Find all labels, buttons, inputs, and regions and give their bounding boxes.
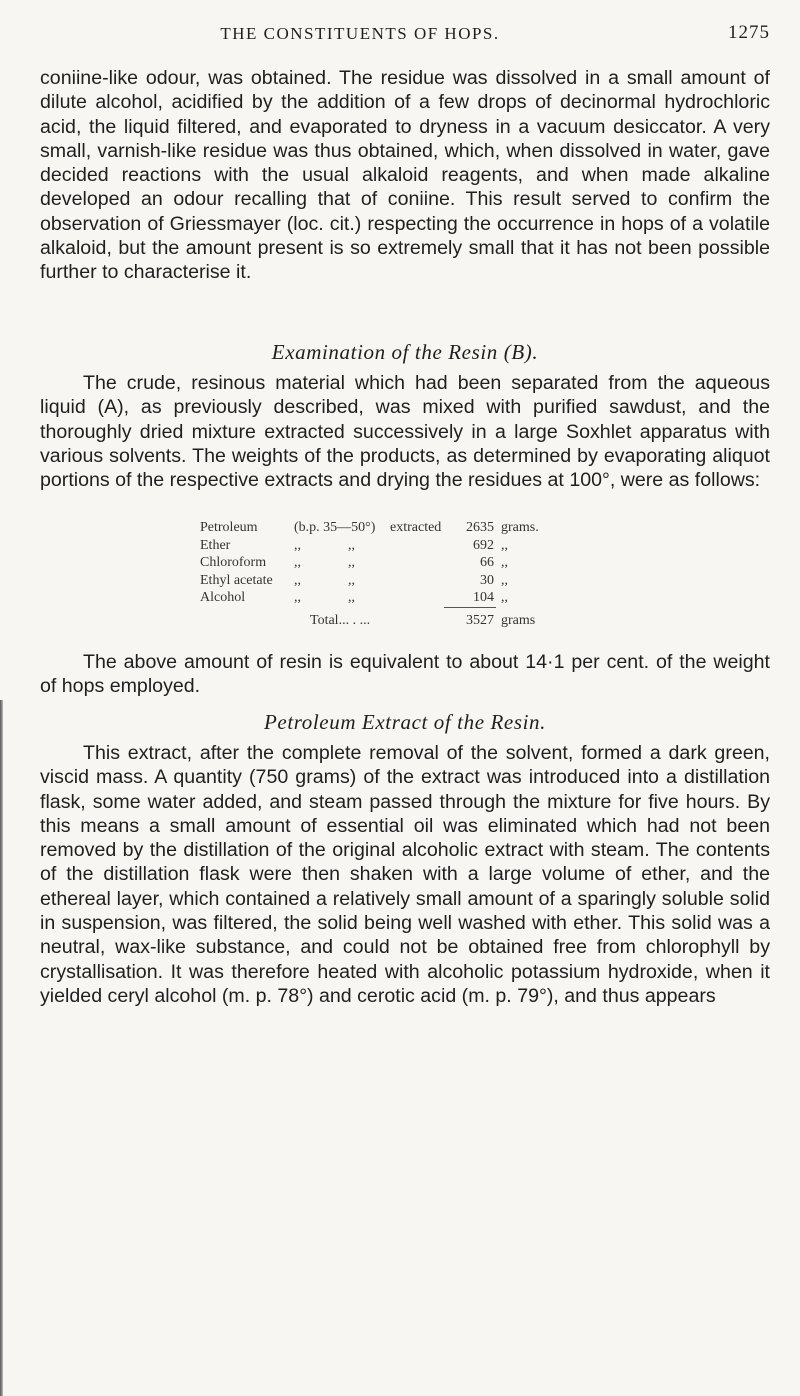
solvent-cell: Petroleum bbox=[200, 520, 258, 535]
total-rule bbox=[444, 607, 496, 608]
value-cell: 66 bbox=[480, 555, 494, 570]
unit-cell: grams. bbox=[501, 520, 539, 535]
total-value: 3527 bbox=[466, 613, 494, 628]
condition-cell: ,, bbox=[294, 537, 301, 553]
running-head-title: THE CONSTITUENTS OF HOPS. bbox=[220, 24, 500, 43]
verb-cell: ,, bbox=[348, 537, 355, 553]
paragraph-coniine: coniine-like odour, was obtained. The residue was dissolved in a small amount of dilute alcohol, acidified by the addition of a few drops of decinormal hydrochloric acid, the liquid filtered, and evaporated to dryness in a vacuum desiccator. A very small, varnish-like residue was thus obtained, which, when dissolved in water, gave decided reactions with the usual alkaloid reagents, and when made alkaline developed an odour recalling that of coniine. This result served to confirm the observation of Griessmayer (loc. cit.) respecting the occurrence in hops of a volatile alkaloid, but the amount present is so extremely small that it has not been possible further to characterise it. bbox=[40, 67, 770, 284]
solvent-cell: Ethyl acetate bbox=[200, 572, 273, 588]
total-label: Total... . ... bbox=[310, 613, 371, 628]
verb-cell: ,, bbox=[348, 555, 355, 570]
total-unit: grams bbox=[501, 613, 536, 628]
page-binding-shadow bbox=[0, 700, 3, 1396]
condition-cell: ,, bbox=[294, 555, 301, 570]
value-cell: 2635 bbox=[466, 520, 494, 535]
table-row bbox=[200, 573, 620, 591]
unit-cell: ,, bbox=[501, 590, 508, 605]
verb-cell: ,, bbox=[348, 590, 355, 605]
solvent-cell: Ether bbox=[200, 537, 231, 553]
condition-cell: (b.p. 35—50°) bbox=[294, 520, 376, 535]
page-number: 1275 bbox=[728, 22, 770, 43]
table-row bbox=[200, 590, 620, 608]
verb-cell: ,, bbox=[348, 572, 355, 588]
solvent-cell: Alcohol bbox=[200, 590, 246, 605]
section-heading-resin-examination: Examination of the Resin (B). bbox=[271, 340, 539, 364]
value-cell: 692 bbox=[473, 537, 494, 553]
unit-cell: ,, bbox=[501, 572, 508, 588]
condition-cell: ,, bbox=[294, 572, 301, 588]
table-total-row bbox=[200, 613, 620, 631]
solvent-cell: Chloroform bbox=[200, 555, 267, 570]
table-row bbox=[200, 520, 620, 538]
verb-cell: extracted bbox=[390, 520, 442, 535]
extracts-table bbox=[200, 520, 620, 628]
condition-cell: ,, bbox=[294, 590, 301, 605]
value-cell: 104 bbox=[473, 590, 494, 605]
table-row bbox=[200, 555, 620, 573]
unit-cell: ,, bbox=[501, 537, 508, 553]
running-head bbox=[40, 22, 770, 48]
value-cell: 30 bbox=[480, 572, 494, 588]
unit-cell: ,, bbox=[501, 555, 508, 570]
paragraph-resin-percentage: The above amount of resin is equivalent to about 14·1 per cent. of the weight of hops employed. bbox=[40, 651, 770, 698]
paragraph-petroleum-extract: This extract, after the complete removal of the solvent, formed a dark green, viscid mass. A quantity (750 grams) of the extract was introduced into a distillation flask, some water added, and steam passed through the mixture for five hours. By this means a small amount of essential oil was eliminated which had not been removed by the distillation of the original alcoholic extract with steam. The contents of the distillation flask were then shaken with a large volume of ether, and the ethereal layer, which contained a relatively small amount of a sparingly soluble solid in suspension, was filtered, the solid being well washed with ether. This solid was a neutral, wax-like substance, and could not be obtained free from chlorophyll by crystallisation. It was therefore heated with alcoholic potassium hydroxide, when it yielded ceryl alcohol (m. p. 78°) and cerotic acid (m. p. 79°), and thus appears bbox=[40, 742, 770, 1007]
section-heading-petroleum-extract: Petroleum Extract of the Resin. bbox=[263, 710, 546, 734]
paragraph-resin-extraction: The crude, resinous material which had been separated from the aqueous liquid (A), as previously described, was mixed with purified sawdust, and the thoroughly dried mixture extracted successively in a large Soxhlet apparatus with various solvents. The weights of the products, as determined by evaporating aliquot portions of the respective extracts and drying the residues at 100°, were as follows: bbox=[40, 372, 770, 492]
table-row bbox=[200, 538, 620, 556]
